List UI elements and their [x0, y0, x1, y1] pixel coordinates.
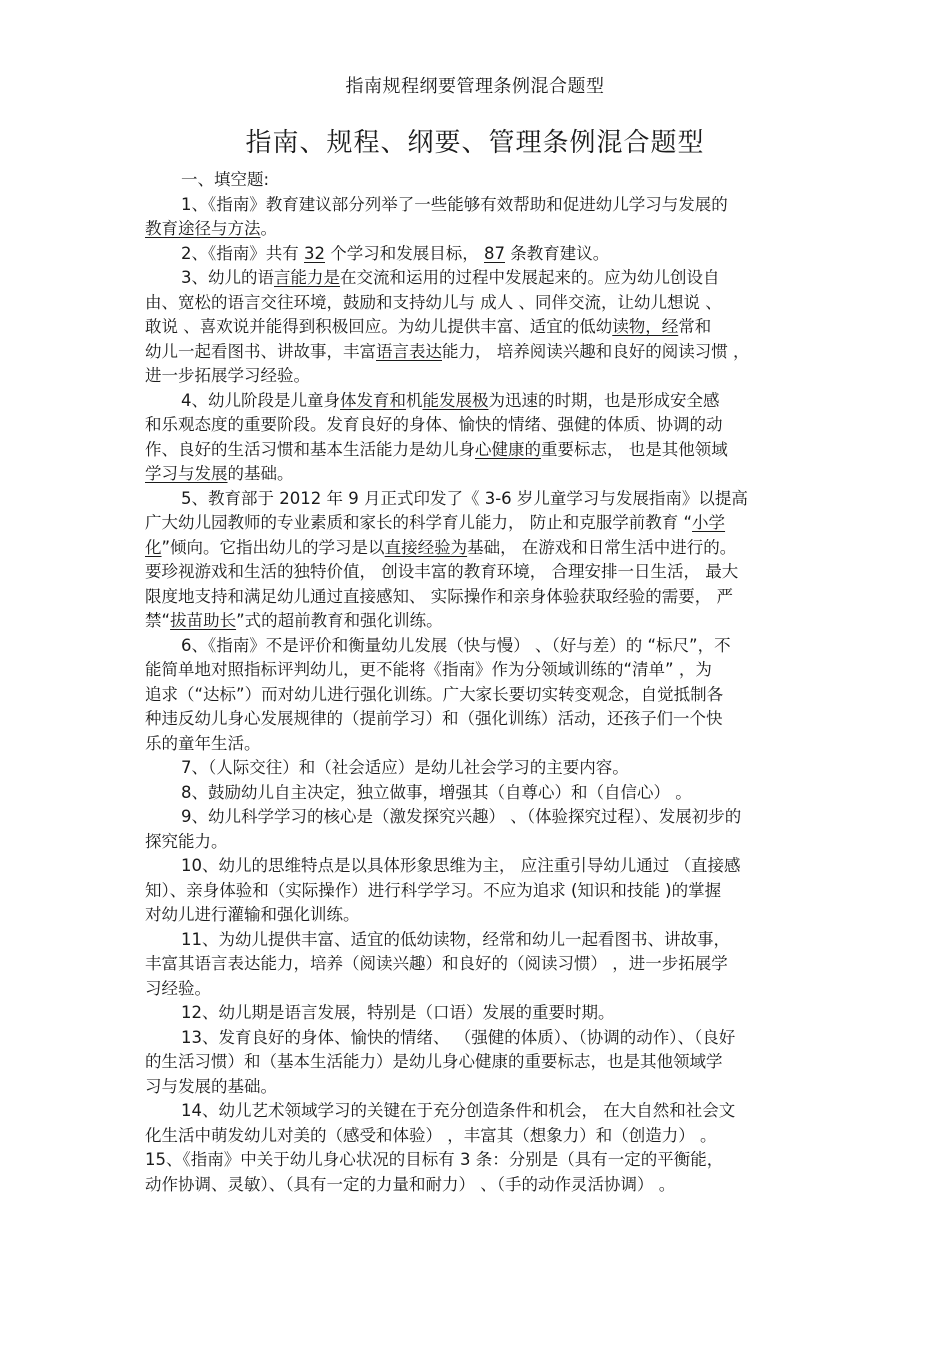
- question-3-line-5: 进一步拓展学习经验。: [145, 366, 310, 385]
- question-3-line-3: [145, 315, 807, 340]
- section-heading: 一、填空题:: [181, 170, 270, 189]
- question-14-line-2: 化生活中萌发幼儿对美的（感受和体验） ，丰富其（想象力）和（创造力） 。: [145, 1125, 717, 1145]
- document-body: [145, 168, 807, 1197]
- q3-l4a: 幼儿一起看图书、讲故事，丰富: [145, 341, 376, 361]
- q4-answer-4: 学习与发展: [145, 464, 228, 483]
- q3-l1a: 3、幼儿的语: [181, 268, 274, 287]
- question-6-line-4: 种违反幼儿身心发展规律的（提前学习）和（强化训练）活动，还孩子们一个快: [145, 709, 723, 728]
- question-4-line-1: [145, 389, 807, 414]
- q1-answer: 教育途径与方法: [145, 219, 261, 238]
- question-9-line-1: 9、幼儿科学学习的核心是（激发探究兴趣） 、（体验探究过程）、发展初步的: [181, 807, 742, 826]
- q5-answer-2: 直接经验为: [384, 537, 468, 557]
- q3-answer-3: 语言表达: [376, 341, 442, 361]
- q5-l6b: ”式的超前教育和强化训练。: [236, 611, 443, 630]
- page-header: 指南规程纲要管理条例混合题型: [345, 76, 605, 97]
- q4-answer-3: 心健康的: [475, 439, 541, 459]
- question-4-line-4: [145, 462, 807, 487]
- question-10-line-1: 10、幼儿的思维特点是以具体形象思维为主， 应注重引导幼儿通过 （直接感: [181, 856, 741, 875]
- question-11-line-1: 11、为幼儿提供丰富、适宜的低幼读物，经常和幼儿一起看图书、讲故事，: [181, 929, 730, 949]
- question-1-line-2: [145, 217, 807, 242]
- q4-answer-2: 能发展极: [422, 390, 489, 410]
- q1-end: 。: [260, 219, 277, 238]
- question-5-line-1: 5、教育部于 2012 年 9 月正式印发了《 3-6 岁儿童学习与发展指南》以提高: [181, 488, 748, 508]
- question-13-line-1: 13、发育良好的身体、愉快的情绪、 （强健的体质）、（协调的动作）、（良好: [181, 1027, 736, 1047]
- question-3-line-2: 由、宽松的语言交往环境，鼓励和支持幼儿与 成人 、同伴交流，让幼儿想说 、: [145, 292, 722, 312]
- question-11-line-3: 习经验。: [145, 978, 211, 998]
- question-4-line-2: 和乐观态度的重要阶段。发育良好的身体、愉快的情绪、强健的体质、协调的动: [145, 415, 723, 434]
- question-5-line-2: [145, 511, 807, 536]
- q3-l4b: 能力， 培养阅读兴趣和良好的阅读习惯 ，: [442, 341, 750, 361]
- question-12: 12、幼儿期是语言发展，特别是（口语）发展的重要时期。: [181, 1003, 615, 1022]
- question-4-line-3: [145, 438, 807, 463]
- q3-answer-2: 读物，经: [612, 317, 679, 336]
- question-10-line-2: 知）、亲身体验和（实际操作）进行科学学习。不应为追求 (知识和技能 )的掌握: [145, 880, 722, 900]
- q4-l1m: 机: [406, 390, 423, 410]
- question-5-line-3: [145, 536, 807, 561]
- question-6-line-3: 追求（“达标”）而对幼儿进行强化训练。广大家长要切实转变观念，自觉抵制各: [145, 684, 724, 704]
- document-title: 指南、规程、纲要、管理条例混合题型: [245, 128, 705, 158]
- question-9-line-2: 探究能力。: [145, 831, 228, 851]
- question-8: 8、鼓励幼儿自主决定，独立做事，增强其（自尊心）和（自信心） 。: [181, 782, 692, 802]
- question-11-line-2: 丰富其语言表达能力，培养（阅读兴趣）和良好的（阅读习惯） ，进一步拓展学: [145, 954, 728, 973]
- q2-text-a: 2、《指南》共有: [181, 243, 304, 263]
- q3-l3a: 敢说 、喜欢说并能得到积极回应。为幼儿提供丰富、适宜的低幼: [145, 317, 613, 336]
- q5-answer-1b: 化: [145, 537, 162, 557]
- question-14-line-1: 14、幼儿艺术领域学习的关键在于充分创造条件和机会， 在大自然和社会文: [181, 1101, 736, 1120]
- question-6-line-1: 6、《指南》不是评价和衡量幼儿发展（快与慢） 、（好与差）的 “标尺”，不: [181, 635, 731, 655]
- question-1-line-1: [145, 193, 807, 218]
- q2-answer-2: 87: [484, 243, 505, 263]
- question-3-line-1: [145, 266, 807, 291]
- q1-text: 1、《指南》教育建议部分列举了一些能够有效帮助和促进幼儿学习与发展的: [181, 194, 728, 214]
- q3-l1b: 在交流和运用的过程中发展起来的。应为幼儿创设自: [340, 268, 720, 287]
- question-10-line-3: 对幼儿进行灌输和强化训练。: [145, 905, 360, 924]
- question-5-line-5: 限度地支持和满足幼儿通过直接感知、 实际操作和亲身体验获取经验的需要， 严: [145, 586, 733, 606]
- q4-l4b: 的基础。: [227, 464, 294, 483]
- q5-l6a: 禁“: [145, 611, 171, 630]
- q4-l1a: 4、幼儿阶段是儿童身: [181, 390, 340, 410]
- question-5-line-4: 要珍视游戏和生活的独特价值， 创设丰富的教育环境， 合理安排一日生活， 最大: [145, 562, 739, 581]
- q5-l3b: 基础， 在游戏和日常生活中进行的。: [467, 537, 737, 557]
- q3-l3b: 常和: [678, 317, 712, 336]
- question-6-line-2: 能简单地对照指标评判幼儿，更不能将《指南》作为分领域训练的“清单” ，为: [145, 660, 712, 679]
- q4-l3a: 作、良好的生活习惯和基本生活能力是幼儿身: [145, 439, 475, 459]
- q4-l3b: 重要标志， 也是其他领域: [541, 439, 728, 459]
- question-5-line-6: [145, 609, 807, 634]
- question-3-line-4: [145, 340, 807, 365]
- q2-text-b: 个学习和发展目标，: [325, 243, 484, 263]
- question-13-line-3: 习与发展的基础。: [145, 1076, 277, 1096]
- q5-answer-3: 拔苗助长: [170, 611, 237, 630]
- question-13-line-2: 的生活习惯）和（基本生活能力）是幼儿身心健康的重要标志，也是其他领域学: [145, 1052, 723, 1071]
- question-7: 7、（人际交往）和（社会适应）是幼儿社会学习的主要内容。: [181, 758, 629, 777]
- q5-answer-1a: 小学: [692, 513, 726, 532]
- q2-text-c: 条教育建议。: [505, 243, 610, 263]
- q5-l3a: ”倾向。它指出幼儿的学习是以: [161, 537, 385, 557]
- question-15-line-2: 动作协调、灵敏）、（具有一定的力量和耐力） 、（手的动作灵活协调） 。: [145, 1174, 676, 1194]
- q4-answer-1: 体发育和: [340, 390, 406, 410]
- question-2: [145, 242, 807, 267]
- q2-answer-1: 32: [304, 243, 325, 263]
- q3-answer-1: 言能力是: [274, 268, 340, 287]
- q5-l2a: 广大幼儿园教师的专业素质和家长的科学育儿能力， 防止和克服学前教育 “: [145, 513, 693, 532]
- question-15-line-1: 15、《指南》中关于幼儿身心状况的目标有 3 条：分别是（具有一定的平衡能，: [145, 1150, 724, 1169]
- question-6-line-5: 乐的童年生活。: [145, 733, 261, 753]
- q4-l1b: 为迅速的时期，也是形成安全感: [488, 390, 720, 410]
